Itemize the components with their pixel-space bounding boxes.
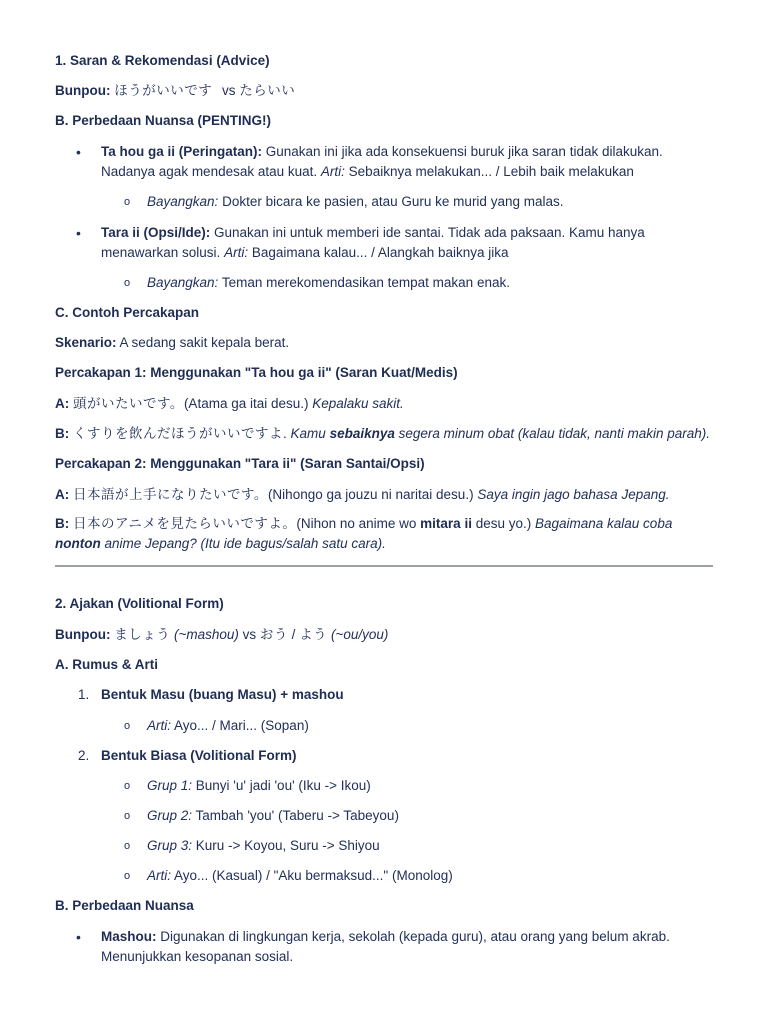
skenario-line bbox=[55, 333, 728, 353]
bunpou-ou: おう bbox=[259, 627, 288, 642]
bunpou-line-2 bbox=[55, 625, 728, 645]
item-bold: Mashou: bbox=[101, 929, 157, 944]
list-number: 1. bbox=[78, 687, 90, 702]
sub-text: Dokter bicara ke pasien, atau Guru ke murid yang malas. bbox=[218, 194, 564, 209]
romaji-text: desu yo.) bbox=[471, 516, 535, 531]
horizontal-divider bbox=[55, 565, 713, 567]
bullet-circle: o bbox=[124, 840, 131, 852]
percakapan-2-title: Percakapan 2: Menggunakan "Tara ii" (Saran Santai/Opsi) bbox=[55, 456, 425, 471]
grup-label: Grup 3: bbox=[147, 838, 193, 853]
grup-label: Grup 2: bbox=[147, 808, 193, 823]
item-text: Gunakan ini untuk memberi ide santai. Tidak ada paksaan. Kamu hanya menawarkan solusi. bbox=[101, 225, 645, 260]
sub-text: Teman merekomendasikan tempat makan enak. bbox=[218, 275, 510, 290]
item-text: Gunakan ini jika ada konsekuensi buruk jika saran tidak dilakukan. Nadanya agak mendesak atau kuat. bbox=[101, 144, 663, 179]
arti-label: Arti: bbox=[147, 718, 172, 733]
item-bold: Tara ii (Opsi/Ide): bbox=[101, 225, 211, 240]
translation-text: Kamu bbox=[290, 426, 330, 441]
bayangkan-label: Bayangkan: bbox=[147, 194, 219, 209]
item-text: Digunakan di lingkungan kerja, sekolah (kepada guru), atau orang yang belum akrab. Menunjukkan kesopanan sosial. bbox=[101, 929, 670, 964]
bullet-mashou bbox=[101, 927, 688, 967]
romaji-text: (Atama ga itai desu.) bbox=[183, 396, 313, 411]
sub-grup-3 bbox=[147, 836, 708, 856]
bullet-disc: • bbox=[76, 144, 81, 160]
perbedaan-nuansa-2-title: B. Perbedaan Nuansa bbox=[55, 898, 194, 913]
contoh-percakapan-title: C. Contoh Percakapan bbox=[55, 305, 200, 320]
bunpou-hou-ga-ii: ほうがいいです bbox=[114, 83, 213, 98]
skenario-label: Skenario: bbox=[55, 335, 117, 350]
sub-grup-1 bbox=[147, 776, 708, 796]
grup-label: Grup 1: bbox=[147, 778, 193, 793]
bullet-circle: o bbox=[124, 780, 131, 792]
romaji-text: (Nihon no anime wo bbox=[296, 516, 421, 531]
bullet-circle: o bbox=[124, 720, 131, 732]
romaji-text: (Nihongo ga jouzu ni naritai desu.) bbox=[267, 487, 478, 502]
bullet-circle: o bbox=[124, 870, 131, 882]
translation-text: anime Jepang? (Itu ide bagus/salah satu cara). bbox=[100, 536, 386, 551]
slash: / bbox=[287, 627, 300, 642]
bayangkan-label: Bayangkan: bbox=[147, 275, 219, 290]
vs-text: vs bbox=[222, 83, 236, 98]
numbered-item-1: Bentuk Masu (buang Masu) + mashou bbox=[101, 687, 344, 702]
rumus-arti-title: A. Rumus & Arti bbox=[55, 657, 159, 672]
numbered-item-2: Bentuk Biasa (Volitional Form) bbox=[101, 748, 297, 763]
bunpou-line-1 bbox=[55, 81, 728, 101]
translation-text: Bagaimana kalau coba bbox=[534, 516, 673, 531]
translation-text: Kepalaku sakit. bbox=[312, 396, 404, 411]
translation-text: Saya ingin jago bahasa Jepang. bbox=[477, 487, 670, 502]
translation-bold: nonton bbox=[55, 536, 101, 551]
sub-text: Bunyi 'u' jadi 'ou' (Iku -> Ikou) bbox=[192, 778, 371, 793]
p1-line-a bbox=[55, 394, 728, 414]
p1-line-b bbox=[55, 424, 728, 444]
jp-text: くすりを飲んだほうがいいですよ bbox=[73, 426, 284, 441]
arti-label: Arti: bbox=[320, 164, 345, 179]
sub-text: Ayo... / Mari... (Sopan) bbox=[171, 718, 309, 733]
bullet-circle: o bbox=[124, 196, 131, 208]
bunpou-mashou: ましょう bbox=[114, 627, 171, 642]
translation-text: segera minum obat (kalau tidak, nanti makin parah). bbox=[394, 426, 711, 441]
translation-bold: sebaiknya bbox=[329, 426, 395, 441]
speaker-label: B: bbox=[55, 426, 70, 441]
arti-label: Arti: bbox=[147, 868, 172, 883]
bullet-disc: • bbox=[76, 929, 81, 945]
skenario-text: A sedang sakit kepala berat. bbox=[116, 335, 290, 350]
arti-label: Arti: bbox=[224, 245, 249, 260]
speaker-label: A: bbox=[55, 396, 70, 411]
sub-arti-1 bbox=[147, 716, 708, 736]
sub-arti-2 bbox=[147, 866, 708, 886]
romaji-bold: mitara ii bbox=[420, 516, 472, 531]
speaker-label: B: bbox=[55, 516, 70, 531]
section-2-title: 2. Ajakan (Volitional Form) bbox=[55, 596, 224, 611]
p2-line-b bbox=[55, 514, 718, 554]
bullet-tara-ii bbox=[101, 223, 688, 263]
sub-text: Tambah 'you' (Taberu -> Tabeyou) bbox=[192, 808, 399, 823]
bullet-ta-hou-ga-ii bbox=[101, 142, 688, 182]
percakapan-1-title: Percakapan 1: Menggunakan "Ta hou ga ii" (Saran Kuat/Medis) bbox=[55, 365, 458, 380]
item-text: Sebaiknya melakukan... / Lebih baik melakukan bbox=[344, 164, 634, 179]
jp-text: 日本のアニメを見たらいいですよ。 bbox=[73, 516, 297, 531]
bunpou-note: (~mashou) bbox=[170, 627, 239, 642]
bunpou-label: Bunpou: bbox=[55, 627, 111, 642]
punct: . bbox=[283, 426, 291, 441]
bunpou-note: (~ou/you) bbox=[327, 627, 389, 642]
vs-text: vs bbox=[238, 627, 260, 642]
sub-text: Ayo... (Kasual) / "Aku bermaksud..." (Monolog) bbox=[171, 868, 453, 883]
section-1-title: 1. Saran & Rekomendasi (Advice) bbox=[55, 53, 270, 68]
bullet-disc: • bbox=[76, 225, 81, 241]
bunpou-label: Bunpou: bbox=[55, 83, 111, 98]
bunpou-tara-ii: たらいい bbox=[239, 83, 296, 98]
speaker-label: A: bbox=[55, 487, 70, 502]
list-number: 2. bbox=[78, 748, 90, 763]
item-text: Bagaimana kalau... / Alangkah baiknya jika bbox=[248, 245, 509, 260]
bullet-circle: o bbox=[124, 277, 131, 289]
jp-text: 頭がいたいです。 bbox=[73, 396, 184, 411]
bunpou-you: よう bbox=[299, 627, 328, 642]
sub-bayangkan-1 bbox=[147, 192, 708, 212]
sub-grup-2 bbox=[147, 806, 708, 826]
item-bold: Ta hou ga ii (Peringatan): bbox=[101, 144, 263, 159]
perbedaan-nuansa-title: B. Perbedaan Nuansa (PENTING!) bbox=[55, 113, 272, 128]
bullet-circle: o bbox=[124, 810, 131, 822]
sub-bayangkan-2 bbox=[147, 273, 708, 293]
sub-text: Kuru -> Koyou, Suru -> Shiyou bbox=[192, 838, 380, 853]
p2-line-a bbox=[55, 485, 728, 505]
jp-text: 日本語が上手になりたいです。 bbox=[73, 487, 268, 502]
